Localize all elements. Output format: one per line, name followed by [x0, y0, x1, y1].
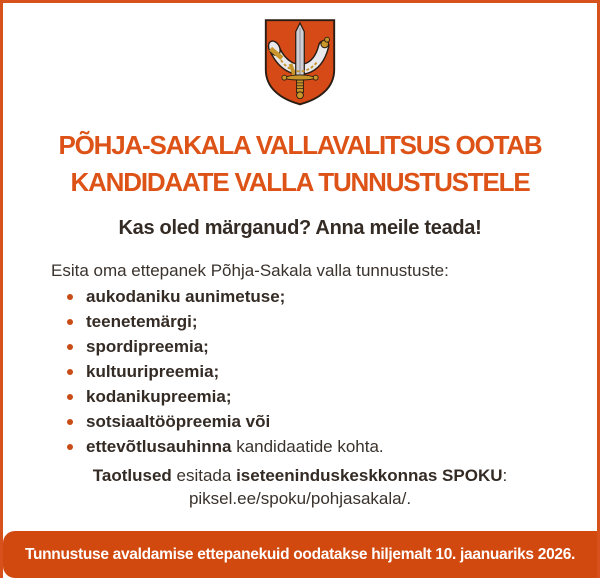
submission-regular: esitada	[171, 466, 237, 485]
award-name: kodanikupreemia;	[86, 387, 232, 406]
pohja-sakala-coat-of-arms-icon	[262, 16, 338, 108]
list-item-aukodaniku	[66, 284, 597, 309]
award-name: sotsiaaltööpreemia või	[86, 412, 271, 431]
list-item-sotsiaaltoopreemia	[66, 409, 597, 434]
award-name: kultuuripreemia;	[86, 362, 220, 381]
deadline-banner	[3, 531, 597, 578]
main-heading	[3, 127, 597, 201]
intro-text: Esita oma ettepanek Põhja-Sakala valla tunnustuste:	[51, 261, 449, 280]
heading-line1: PÕHJA-SAKALA VALLAVALITSUS OOTAB	[58, 130, 542, 160]
deadline-text: Tunnustuse avaldamise ettepanekuid oodatakse hiljemalt 10. jaanuariks 2026.	[24, 545, 576, 563]
list-item-spordipreemia	[66, 334, 597, 359]
award-suffix: kandidaatide kohta.	[231, 437, 384, 456]
list-item-kodanikupreemia	[66, 384, 597, 409]
submission-line	[3, 465, 597, 487]
award-name: teenetemärgi;	[86, 312, 198, 331]
subheading: Kas oled märganud? Anna meile teada!	[118, 217, 482, 239]
awards-list	[66, 284, 597, 459]
award-name: ettevõtlusauhinna	[86, 437, 232, 456]
submission-bold-spoku: iseteeninduskeskkonnas SPOKU	[236, 466, 503, 485]
submission-url: piksel.ee/spoku/pohjasakala/.	[188, 489, 412, 508]
heading-line2: KANDIDAATE VALLA TUNNUSTUSTELE	[70, 167, 530, 197]
award-name: aukodaniku aunimetuse;	[86, 287, 286, 306]
submission-colon: :	[502, 466, 508, 485]
award-name: spordipreemia;	[86, 337, 209, 356]
list-item-ettevotlusauhind	[66, 434, 597, 459]
list-item-kultuuripreemia	[66, 359, 597, 384]
submission-bold-taotlused: Taotlused	[92, 466, 172, 485]
list-item-teenetemark	[66, 309, 597, 334]
